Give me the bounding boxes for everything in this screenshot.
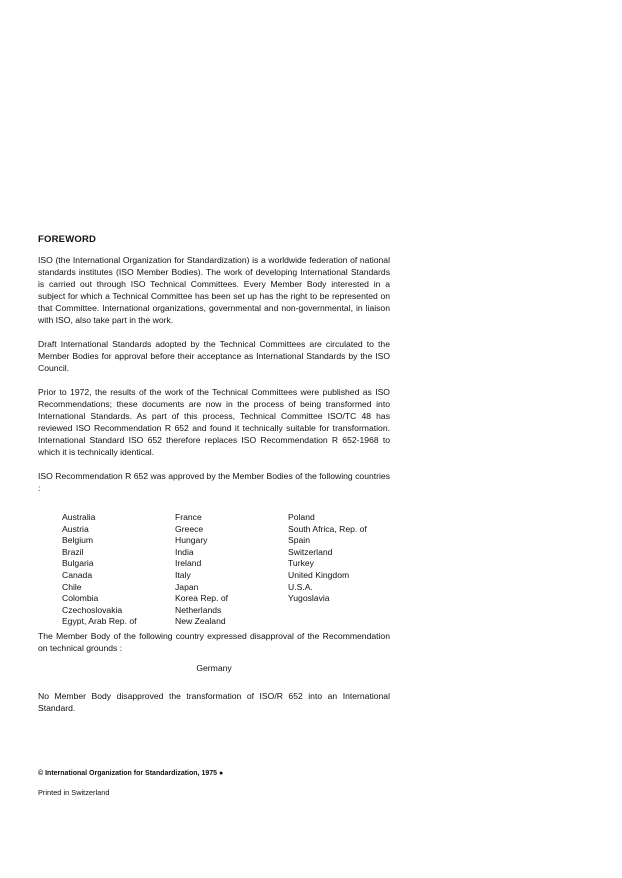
- country-item: Yugoslavia: [288, 593, 330, 604]
- paragraph-transformation: Prior to 1972, the results of the work of the Technical Committees were published as ISO Recommendations; these documents are now in the process of being transformed into International Standards. As part of this process, Technical Committee ISO/TC 48 has reviewed ISO Recommendation R 652 and found it technically suitable for transformation. International Standard ISO 652 therefore replaces ISO Recommendation R 652-1968 to which it is technically identical.: [38, 387, 390, 457]
- country-item: Netherlands: [175, 604, 222, 615]
- foreword-heading: FOREWORD: [38, 234, 97, 245]
- country-item: Brazil: [62, 546, 84, 557]
- country-item: Japan: [175, 581, 199, 592]
- country-item: Belgium: [62, 535, 94, 546]
- country-item: Egypt, Arab Rep. of: [62, 616, 137, 627]
- printed-in-line: Printed in Switzerland: [38, 788, 110, 797]
- paragraph-iso-intro: ISO (the International Organization for Standardization) is a worldwide federation of national standards institutes (ISO Member Bodies). The work of developing International Standards is carried out through ISO Technical Committees. Every Member Body interested in a subject for which a Technical Committee has been set up has the right to be represented on that Committee. International organizations, governmental and non-governmental, in liaison with ISO, also take part in the work.: [38, 255, 390, 325]
- countries-column-1: [62, 512, 137, 628]
- country-item: Colombia: [62, 593, 99, 604]
- country-item: Korea Rep. of: [175, 593, 229, 604]
- country-item: United Kingdom: [288, 569, 350, 580]
- country-item: Chile: [62, 581, 82, 592]
- copyright-line: © International Organization for Standardization, 1975 ●: [38, 770, 224, 777]
- paragraph-draft-standards: Draft International Standards adopted by the Technical Committees are circulated to the Member Bodies for approval before their acceptance as International Standards by the ISO Council.: [38, 339, 390, 373]
- country-item: Italy: [175, 569, 191, 580]
- country-item: Spain: [288, 535, 310, 546]
- country-item: Canada: [62, 569, 93, 580]
- country-item: Czechoslovakia: [62, 604, 123, 615]
- country-item: Australia: [62, 512, 96, 522]
- paragraph-approval-intro: ISO Recommendation R 652 was approved by the Member Bodies of the following countries :: [38, 471, 390, 493]
- paragraph-disapproval: The Member Body of the following country expressed disapproval of the Recommendation on technical grounds :: [38, 631, 390, 653]
- country-item: India: [175, 546, 194, 557]
- country-item: Austria: [62, 523, 89, 534]
- country-item: Hungary: [175, 535, 208, 546]
- document-body: [38, 234, 390, 726]
- country-item: Switzerland: [288, 546, 333, 557]
- country-item: Bulgaria: [62, 558, 94, 569]
- country-item: Turkey: [288, 558, 314, 569]
- country-item: Greece: [175, 523, 204, 534]
- country-item: Ireland: [175, 558, 202, 569]
- paragraph-final: No Member Body disapproved the transformation of ISO/R 652 into an International Standard.: [38, 691, 390, 713]
- disapproving-country: Germany: [196, 663, 232, 673]
- country-item: South Africa, Rep. of: [288, 523, 367, 534]
- countries-column-2: [175, 512, 228, 628]
- countries-column-3: [288, 512, 367, 605]
- country-item: France: [175, 512, 202, 522]
- country-item: New Zealand: [175, 616, 226, 627]
- approving-countries-list: [38, 512, 390, 627]
- country-item: U.S.A.: [288, 581, 313, 592]
- country-item: Poland: [288, 512, 315, 522]
